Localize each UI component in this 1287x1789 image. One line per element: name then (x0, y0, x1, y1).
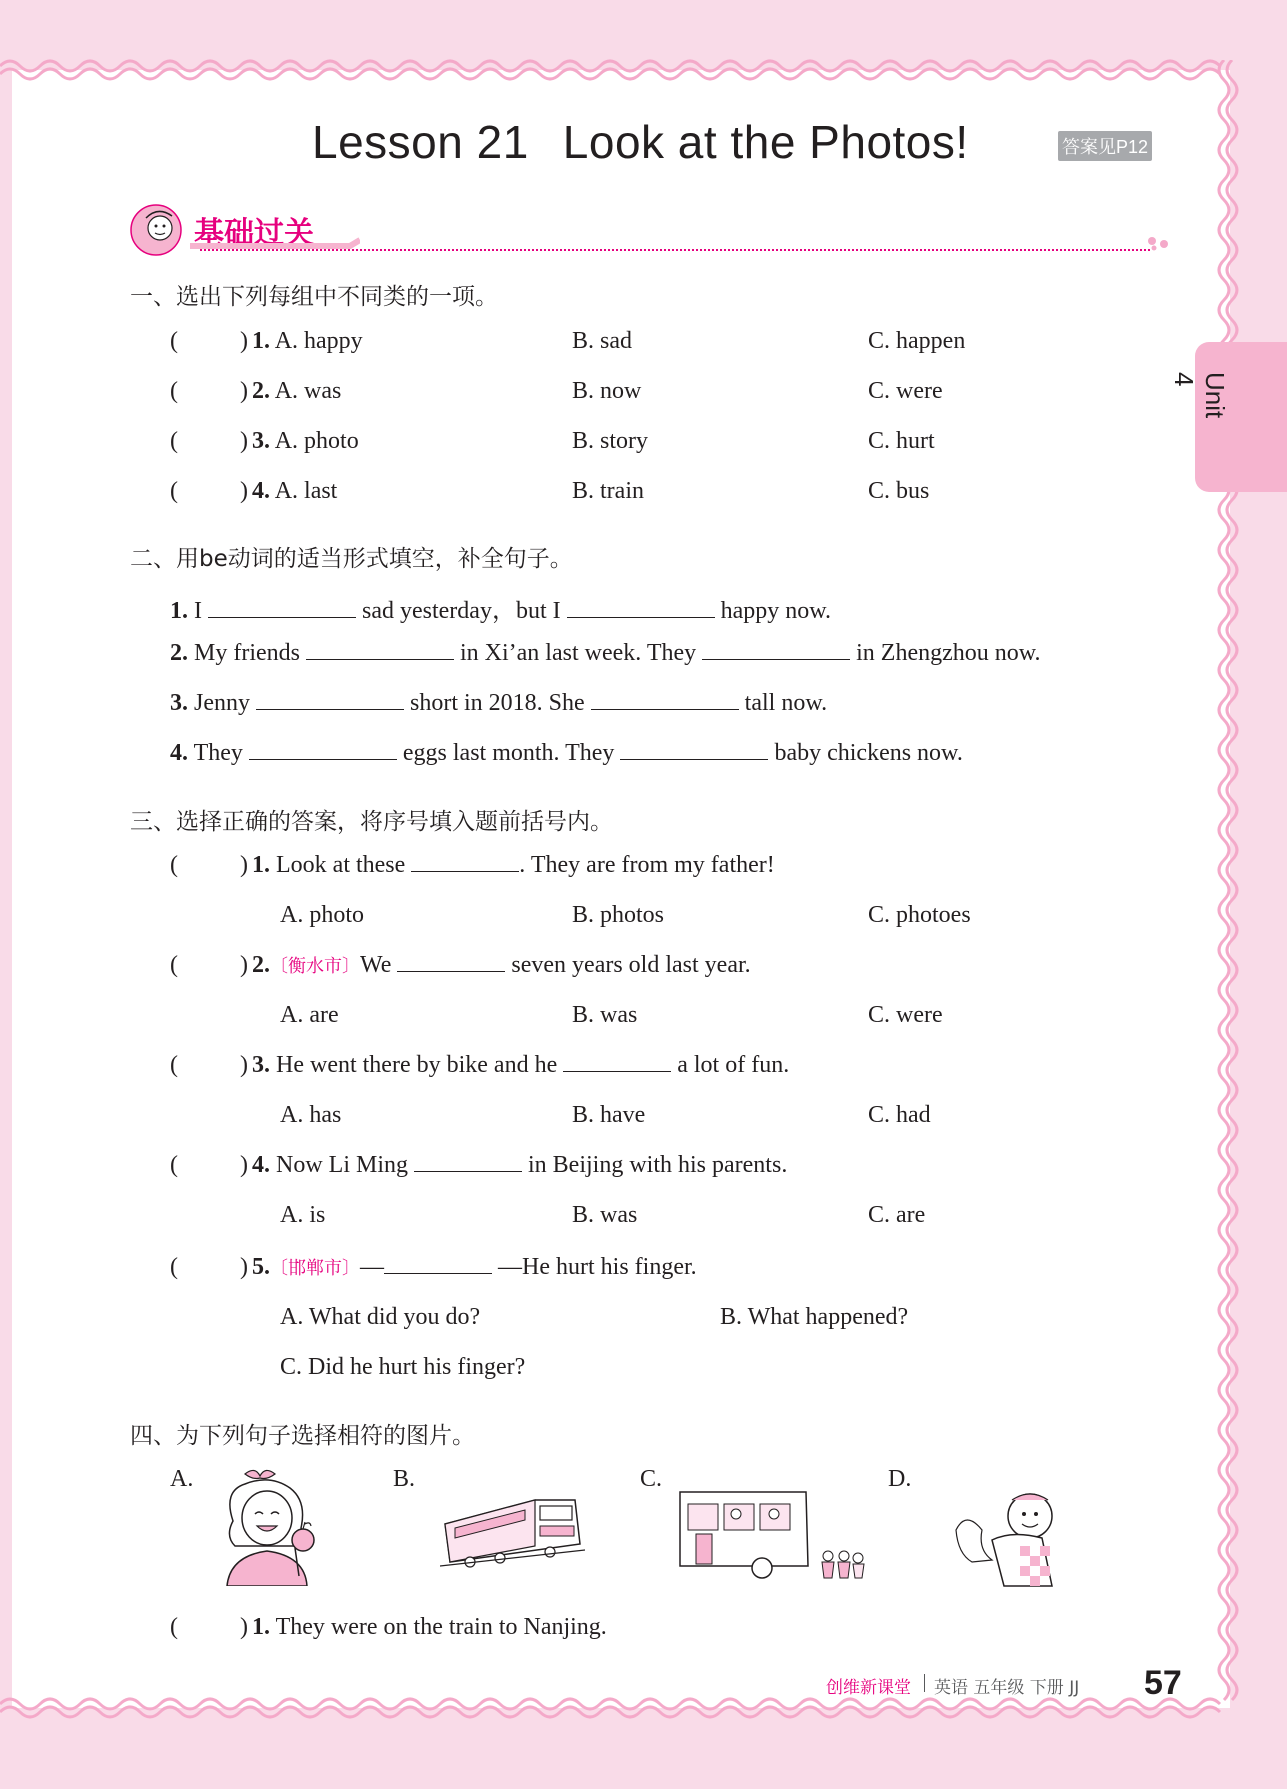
answer-reference-tag: 答案见P12 (1058, 131, 1152, 161)
fill-blank[interactable] (208, 599, 356, 618)
item-number: 2. (170, 640, 188, 666)
page-paper (12, 70, 1230, 1708)
answer-bracket[interactable]: ( (170, 428, 178, 454)
banner-underline (190, 236, 360, 250)
answer-bracket-close: ) (240, 378, 248, 404)
item-number: 2. (252, 952, 270, 978)
part3-question-3 (252, 1052, 789, 1079)
option-c: C. happen (868, 328, 966, 354)
answer-bracket[interactable]: ( (170, 952, 178, 978)
answer-bracket-close: ) (240, 952, 248, 978)
fill-blank[interactable] (306, 641, 454, 660)
part4-question-1 (252, 1614, 607, 1641)
answer-bracket-close: ) (240, 328, 248, 354)
part1-item-4 (252, 478, 337, 505)
item-number: 3. (252, 428, 270, 454)
top-wave-border (0, 46, 1287, 86)
option-c: C. Did he hurt his finger? (280, 1354, 526, 1380)
answer-bracket[interactable]: ( (170, 378, 178, 404)
footer-separator (924, 1674, 925, 1692)
fill-blank[interactable] (384, 1255, 492, 1274)
footer-book-info: 英语 五年级 下册 JJ (934, 1678, 1080, 1698)
option-c: C. were (868, 378, 943, 404)
answer-bracket[interactable]: ( (170, 852, 178, 878)
question-text: — (360, 1254, 384, 1280)
text-part: in Zhengzhou now. (856, 640, 1041, 666)
lesson-number: Lesson 21 (312, 116, 529, 168)
part3-question-4 (252, 1152, 787, 1179)
picture-label-c: C. (640, 1466, 663, 1492)
answer-bracket-close: ) (240, 1254, 248, 1280)
option-b: B. sad (572, 328, 632, 354)
question-text: They were on the train to Nanjing. (275, 1614, 607, 1640)
part1-item-2 (252, 378, 341, 405)
text-part: sad yesterday，but I (362, 598, 561, 624)
lesson-name: Look at the Photos! (562, 116, 969, 168)
option-a: A. was (274, 378, 342, 404)
part2-item-3 (170, 690, 827, 717)
question-text: We (360, 952, 392, 978)
mascot-icon (128, 202, 198, 258)
part4-title: 四、为下列句子选择相符的图片。 (130, 1423, 475, 1449)
answer-bracket[interactable]: ( (170, 1614, 178, 1640)
train-picture[interactable] (440, 1484, 585, 1570)
option-a: A. are (280, 1002, 339, 1028)
page-number: 57 (1144, 1664, 1182, 1702)
bottom-wave-border (0, 1692, 1287, 1732)
option-c: C. are (868, 1202, 926, 1228)
option-a: A. What did you do? (280, 1304, 481, 1330)
question-text: —He hurt his finger. (498, 1254, 697, 1280)
answer-bracket-close: ) (240, 478, 248, 504)
answer-bracket-close: ) (240, 1152, 248, 1178)
option-a: A. has (280, 1102, 342, 1128)
region-tag: 〔衡水市〕 (270, 956, 360, 977)
part2-item-2 (170, 640, 1041, 667)
picture-label-d: D. (888, 1466, 912, 1492)
picture-label-a: A. (170, 1466, 194, 1492)
option-b: B. photos (572, 902, 665, 928)
section-banner-title: 基础过关 (194, 216, 314, 251)
item-number: 4. (170, 740, 188, 766)
item-number: 1. (252, 852, 270, 878)
option-c: C. were (868, 1002, 943, 1028)
option-a: A. photo (280, 902, 364, 928)
question-text: . They are from my father! (519, 852, 775, 878)
option-b: B. have (572, 1102, 646, 1128)
footer-brand: 创维新课堂 (826, 1678, 911, 1698)
option-a: A. last (274, 478, 338, 504)
text-part: My friends (194, 640, 300, 666)
fill-blank[interactable] (397, 953, 505, 972)
item-number: 1. (170, 598, 188, 624)
answer-bracket[interactable]: ( (170, 1152, 178, 1178)
answer-bracket-close: ) (240, 428, 248, 454)
option-c: C. had (868, 1102, 931, 1128)
text-part: baby chickens now. (774, 740, 963, 766)
fill-blank[interactable] (702, 641, 850, 660)
item-number: 1. (252, 1614, 270, 1640)
option-a: A. photo (274, 428, 359, 454)
item-number: 1. (252, 328, 270, 354)
picture-label-b: B. (393, 1466, 416, 1492)
fill-blank[interactable] (414, 1153, 522, 1172)
answer-bracket[interactable]: ( (170, 328, 178, 354)
text-part: I (194, 598, 202, 624)
question-text: seven years old last year. (511, 952, 751, 978)
part1-title: 一、选出下列每组中不同类的一项。 (130, 284, 498, 310)
unit-tab-label: Unit 4 (1169, 372, 1230, 419)
answer-bracket[interactable]: ( (170, 478, 178, 504)
text-part: eggs last month. They (402, 740, 615, 766)
item-number: 3. (252, 1052, 270, 1078)
option-c: C. hurt (868, 428, 935, 454)
divider-dots-icon (1146, 235, 1172, 251)
part1-item-1 (252, 328, 363, 355)
bus-picture[interactable] (676, 1484, 866, 1584)
character-picture[interactable] (952, 1490, 1064, 1588)
option-a: A. is (280, 1202, 326, 1228)
fill-blank[interactable] (567, 599, 715, 618)
item-number: 4. (252, 478, 270, 504)
part3-question-5 (252, 1254, 697, 1281)
option-b: B. train (572, 478, 644, 504)
section-divider (200, 249, 1150, 251)
question-text: Now Li Ming (276, 1152, 408, 1178)
option-c: C. photoes (868, 902, 971, 928)
fill-blank[interactable] (411, 853, 519, 872)
part3-question-2 (252, 952, 751, 979)
lesson-title (312, 115, 969, 169)
option-b: B. now (572, 378, 642, 404)
part1-item-3 (252, 428, 359, 455)
text-part: They (193, 740, 243, 766)
item-number: 4. (252, 1152, 270, 1178)
answer-bracket[interactable]: ( (170, 1254, 178, 1280)
right-wave-border (1210, 60, 1250, 1720)
fill-blank[interactable] (563, 1053, 671, 1072)
question-text: He went there by bike and he (276, 1052, 558, 1078)
answer-bracket-close: ) (240, 852, 248, 878)
option-b: B. was (572, 1002, 638, 1028)
question-text: a lot of fun. (677, 1052, 790, 1078)
girl-with-apple-picture[interactable] (215, 1466, 330, 1586)
option-c: C. bus (868, 478, 930, 504)
text-part: short in 2018. She (410, 690, 585, 716)
option-b: B. story (572, 428, 649, 454)
answer-bracket-close: ) (240, 1614, 248, 1640)
item-number: 5. (252, 1254, 270, 1280)
part2-item-4 (170, 740, 963, 767)
question-text: Look at these (276, 852, 406, 878)
fill-blank[interactable] (620, 741, 768, 760)
item-number: 3. (170, 690, 188, 716)
text-part: Jenny (194, 690, 250, 716)
option-b: B. was (572, 1202, 638, 1228)
text-part: happy now. (720, 598, 832, 624)
region-tag: 〔邯郸市〕 (270, 1258, 360, 1279)
option-b: B. What happened? (720, 1304, 909, 1330)
answer-bracket-close: ) (240, 1052, 248, 1078)
text-part: in Xi’an last week. They (459, 640, 697, 666)
fill-blank[interactable] (249, 741, 397, 760)
part2-title: 二、用be动词的适当形式填空，补全句子。 (130, 546, 573, 572)
part2-item-1 (170, 590, 831, 625)
answer-bracket[interactable]: ( (170, 1052, 178, 1078)
fill-blank[interactable] (256, 691, 404, 710)
option-a: A. happy (274, 328, 363, 354)
text-part: tall now. (744, 690, 828, 716)
fill-blank[interactable] (591, 691, 739, 710)
item-number: 2. (252, 378, 270, 404)
question-text: in Beijing with his parents. (528, 1152, 788, 1178)
part3-question-1 (252, 852, 775, 879)
part3-title: 三、选择正确的答案，将序号填入题前括号内。 (130, 809, 613, 835)
